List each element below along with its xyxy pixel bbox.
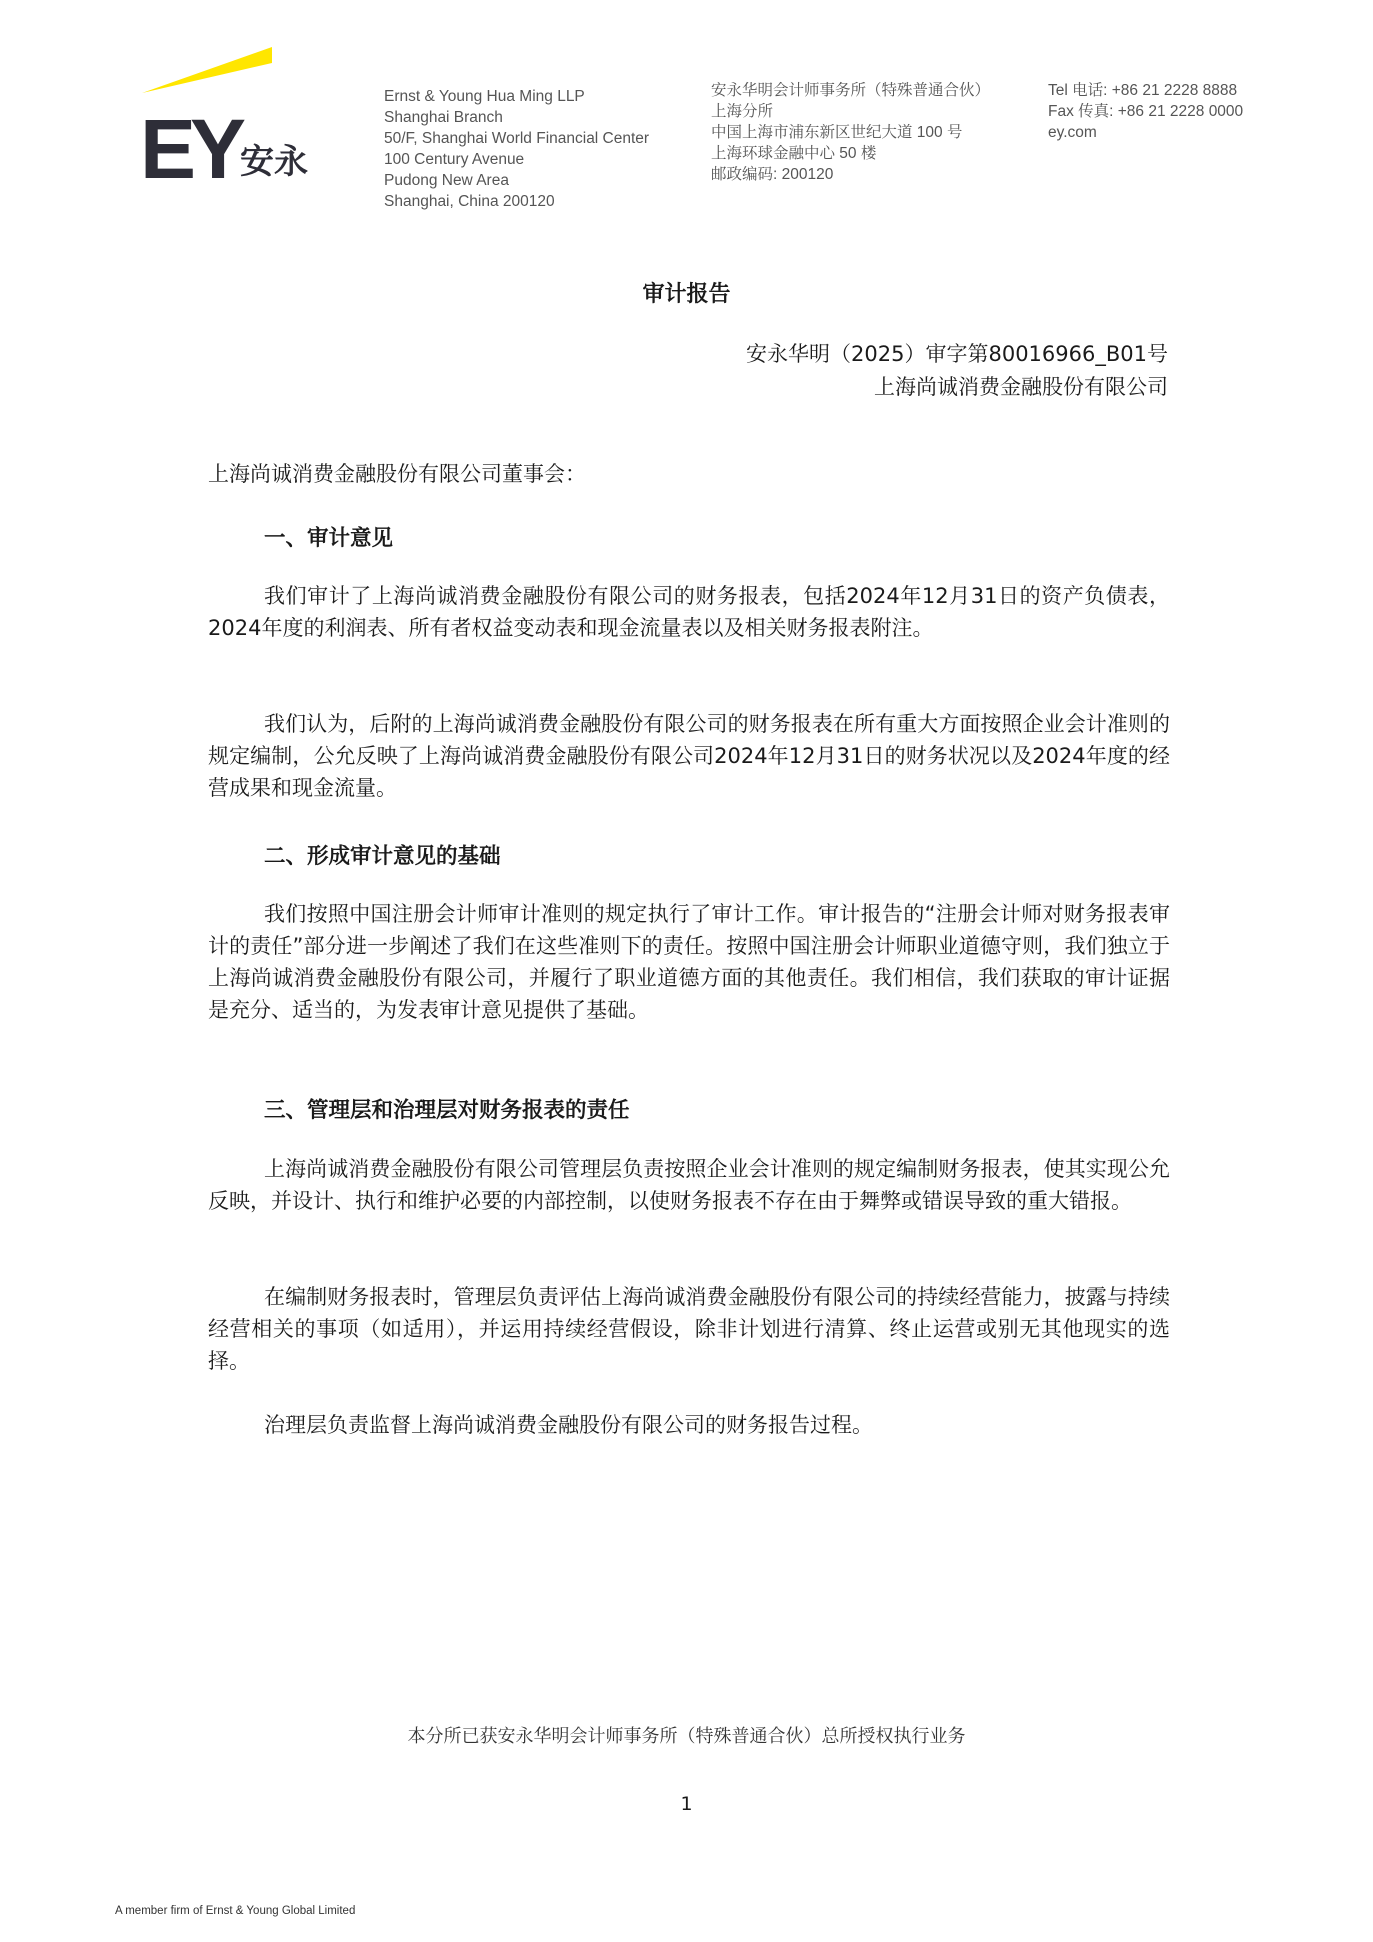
ey-logo-beam: [142, 47, 272, 93]
contact-fax: Fax 传真: +86 21 2228 0000: [1048, 103, 1244, 120]
contact-tel: Tel 电话: +86 21 2228 8888: [1048, 82, 1238, 99]
address-en-line: Ernst & Young Hua Ming LLP: [384, 88, 585, 105]
address-en-line: Pudong New Area: [384, 172, 509, 189]
address-en-line: Shanghai, China 200120: [384, 193, 555, 210]
address-en-line: 50/F, Shanghai World Financial Center: [384, 130, 650, 147]
page-number: 1: [680, 1793, 693, 1815]
ey-logo-chinese: 安永: [240, 142, 308, 182]
paragraph: 在编制财务报表时，管理层负责评估上海尚诚消费金融股份有限公司的持续经营能力，披露与持续经营相关的事项（如适用），并运用持续经营假设，除非计划进行清算、终止运营或别无其他现实的选择。: [208, 1285, 1170, 1373]
address-cn-line: 上海分所: [711, 103, 774, 120]
ey-logo: [140, 45, 320, 185]
report-company-name: 上海尚诚消费金融股份有限公司: [874, 375, 1168, 399]
paragraph: 我们按照中国注册会计师审计准则的规定执行了审计工作。审计报告的“注册会计师对财务报表审计的责任”部分进一步阐述了我们在这些准则下的责任。按照中国注册会计师职业道德守则，我们独立于上海尚诚消费金融股份有限公司，并履行了职业道德方面的其他责任。我们相信，我们获取的审计证据是充分、适当的，为发表审计意见提供了基础。: [208, 902, 1170, 1022]
paragraph: 治理层负责监督上海尚诚消费金融股份有限公司的财务报告过程。: [264, 1413, 873, 1437]
section-heading-responsibilities: 三、管理层和治理层对财务报表的责任: [264, 1098, 630, 1123]
ey-logo-mark: EY: [140, 102, 241, 185]
address-en-line: 100 Century Avenue: [384, 151, 525, 168]
section-heading-basis: 二、形成审计意见的基础: [264, 844, 501, 869]
address-chinese: [711, 80, 990, 185]
salutation: 上海尚诚消费金融股份有限公司董事会：: [208, 462, 586, 486]
authorization-note: 本分所已获安永华明会计师事务所（特殊普通合伙）总所授权执行业务: [407, 1726, 966, 1747]
report-title: 审计报告: [642, 282, 731, 307]
report-reference-number: 安永华明（2025）审字第80016966_B01号: [746, 342, 1168, 366]
address-en-line: Shanghai Branch: [384, 109, 503, 126]
address-cn-line: 邮政编码: 200120: [711, 166, 834, 183]
paragraph: 上海尚诚消费金融股份有限公司管理层负责按照企业会计准则的规定编制财务报表，使其实现公允反映，并设计、执行和维护必要的内部控制，以使财务报表不存在由于舞弊或错误导致的重大错报。: [208, 1157, 1170, 1213]
contact-info: [1048, 80, 1243, 143]
contact-website: ey.com: [1048, 124, 1097, 141]
address-cn-line: 安永华明会计师事务所（特殊普通合伙）: [711, 82, 991, 99]
address-english: [384, 86, 649, 212]
paragraph: 我们认为，后附的上海尚诚消费金融股份有限公司的财务报表在所有重大方面按照企业会计准则的规定编制，公允反映了上海尚诚消费金融股份有限公司2024年12月31日的财务状况以及2024年度的经营成果和现金流量。: [208, 712, 1170, 800]
section-heading-opinion: 一、审计意见: [264, 526, 394, 551]
paragraph: 我们审计了上海尚诚消费金融股份有限公司的财务报表，包括2024年12月31日的资产负债表，2024年度的利润表、所有者权益变动表和现金流量表以及相关财务报表附注。: [208, 584, 1170, 640]
address-cn-line: 中国上海市浦东新区世纪大道 100 号: [711, 124, 963, 141]
address-cn-line: 上海环球金融中心 50 楼: [711, 145, 877, 162]
member-firm-note: A member firm of Ernst & Young Global Limited: [115, 1905, 356, 1917]
